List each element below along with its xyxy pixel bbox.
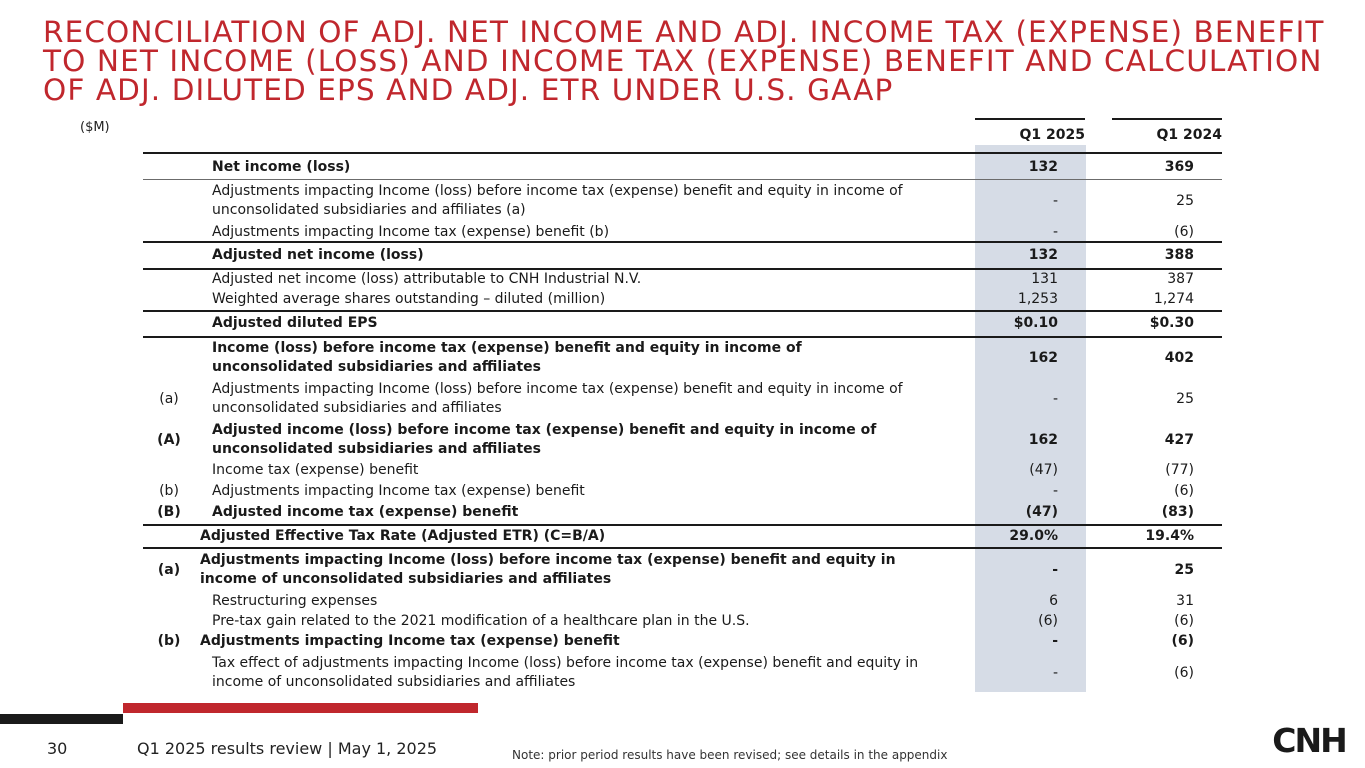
value-q1-2024: 427 [1164,432,1194,448]
footnote: Note: prior period results have been revised; see details in the appendix [512,748,948,762]
value-q1-2024: 1,274 [1153,291,1194,307]
row-marker: (B) [157,504,181,520]
row-rule [143,336,1222,338]
row-rule [143,179,1222,180]
row-label: Adjusted net income (loss) attributable to CNH Industrial N.V. [212,271,642,287]
svg-text:CNH: CNH [1272,722,1346,758]
value-q1-2024: 387 [1167,271,1194,287]
value-q1-2025: 131 [1031,271,1058,287]
row-label: Restructuring expenses [212,593,378,609]
value-q1-2025: 162 [1028,350,1058,366]
value-q1-2025: 6 [1049,593,1058,609]
row-label: Adjustments impacting Income (loss) before income tax (expense) benefit and equity in income of unconsolidated subsidiaries and affiliates (a) [212,183,903,218]
row-label: Adjusted income (loss) before income tax (expense) benefit and equity in income of unconsolidated subsidiaries and affiliates [212,422,877,457]
row-marker: (a) [157,562,181,578]
value-q1-2024: (6) [1174,665,1194,681]
value-q1-2025: 132 [1028,247,1058,263]
row-label: Income tax (expense) benefit [212,462,419,478]
value-q1-2024: 25 [1176,193,1194,209]
value-q1-2025: 1,253 [1017,291,1058,307]
row-marker: (b) [157,633,181,649]
value-q1-2024: 402 [1164,350,1194,366]
cnh-logo [1268,722,1350,758]
row-label: Adjustments impacting Income tax (expense) benefit [200,633,620,649]
value-q1-2025: - [1052,483,1058,499]
row-label: Adjusted diluted EPS [212,315,378,331]
value-q1-2024: (6) [1174,224,1194,240]
row-rule [143,547,1222,549]
page-number: 30 [47,739,68,758]
column-header-q1-2025: Q1 2025 [975,118,1085,153]
value-q1-2024: 19.4% [1145,528,1194,544]
row-rule [143,310,1222,312]
row-label: Income (loss) before income tax (expense) benefit and equity in income of unconsolidated subsidiaries and affiliates [212,340,802,375]
row-label: Adjustments impacting Income (loss) before income tax (expense) benefit and equity in income of unconsolidated subsidiaries and affiliates [212,381,903,416]
value-q1-2025: (47) [1025,504,1058,520]
row-label: Net income (loss) [212,159,351,175]
row-marker: (A) [157,432,181,448]
value-q1-2025: 132 [1028,159,1058,175]
value-q1-2025: - [1052,224,1058,240]
footer-text: Q1 2025 results review | May 1, 2025 [137,739,438,758]
row-label: Adjusted income tax (expense) benefit [212,504,519,520]
header-rule [143,152,1222,154]
value-q1-2024: (6) [1171,633,1194,649]
value-q1-2024: 25 [1174,562,1194,578]
row-label: Adjustments impacting Income (loss) before income tax (expense) benefit and equity in income of unconsolidated subsidiaries and affiliates [200,552,896,587]
value-q1-2024: (83) [1161,504,1194,520]
value-q1-2025: - [1052,665,1058,681]
row-label: Weighted average shares outstanding – diluted (million) [212,291,606,307]
column-header-q1-2024: Q1 2024 [1112,118,1222,153]
value-q1-2025: - [1052,391,1058,407]
row-label: Adjusted net income (loss) [212,247,424,263]
value-q1-2025: (47) [1029,462,1058,478]
slide-title: RECONCILIATION OF ADJ. NET INCOME AND ADJ. INCOME TAX (EXPENSE) BENEFIT TO NET INCOME (LOSS) AND INCOME TAX (EXPENSE) BENEFIT AND CALCULATION OF ADJ. DILUTED EPS AND ADJ. ETR UNDER U.S. GAAP [43,15,1325,107]
value-q1-2025: - [1052,562,1058,578]
value-q1-2025: - [1052,193,1058,209]
footer-bar-black [0,714,123,724]
value-q1-2024: (6) [1174,483,1194,499]
footer-bar-red [123,703,478,713]
value-q1-2024: $0.30 [1149,315,1194,331]
row-rule [143,524,1222,526]
row-marker: (a) [159,391,179,407]
units-label: ($M) [80,120,110,135]
value-q1-2025: 162 [1028,432,1058,448]
value-q1-2024: 388 [1164,247,1194,263]
row-marker: (b) [159,483,179,499]
row-label: Adjustments impacting Income tax (expense) benefit [212,483,585,499]
row-label: Adjustments impacting Income tax (expense) benefit (b) [212,224,610,240]
value-q1-2024: 25 [1176,391,1194,407]
value-q1-2024: (6) [1174,613,1194,629]
row-label: Pre-tax gain related to the 2021 modification of a healthcare plan in the U.S. [212,613,750,629]
row-label: Adjusted Effective Tax Rate (Adjusted ETR) (C=B/A) [200,528,606,544]
value-q1-2025: $0.10 [1013,315,1058,331]
value-q1-2024: (77) [1165,462,1194,478]
value-q1-2025: 29.0% [1009,528,1058,544]
value-q1-2024: 369 [1164,159,1194,175]
row-label: Tax effect of adjustments impacting Income (loss) before income tax (expense) benefit and equity in income of unconsolidated subsidiaries and affiliates [212,655,919,690]
value-q1-2025: - [1052,633,1058,649]
value-q1-2025: (6) [1038,613,1058,629]
value-q1-2024: 31 [1176,593,1194,609]
